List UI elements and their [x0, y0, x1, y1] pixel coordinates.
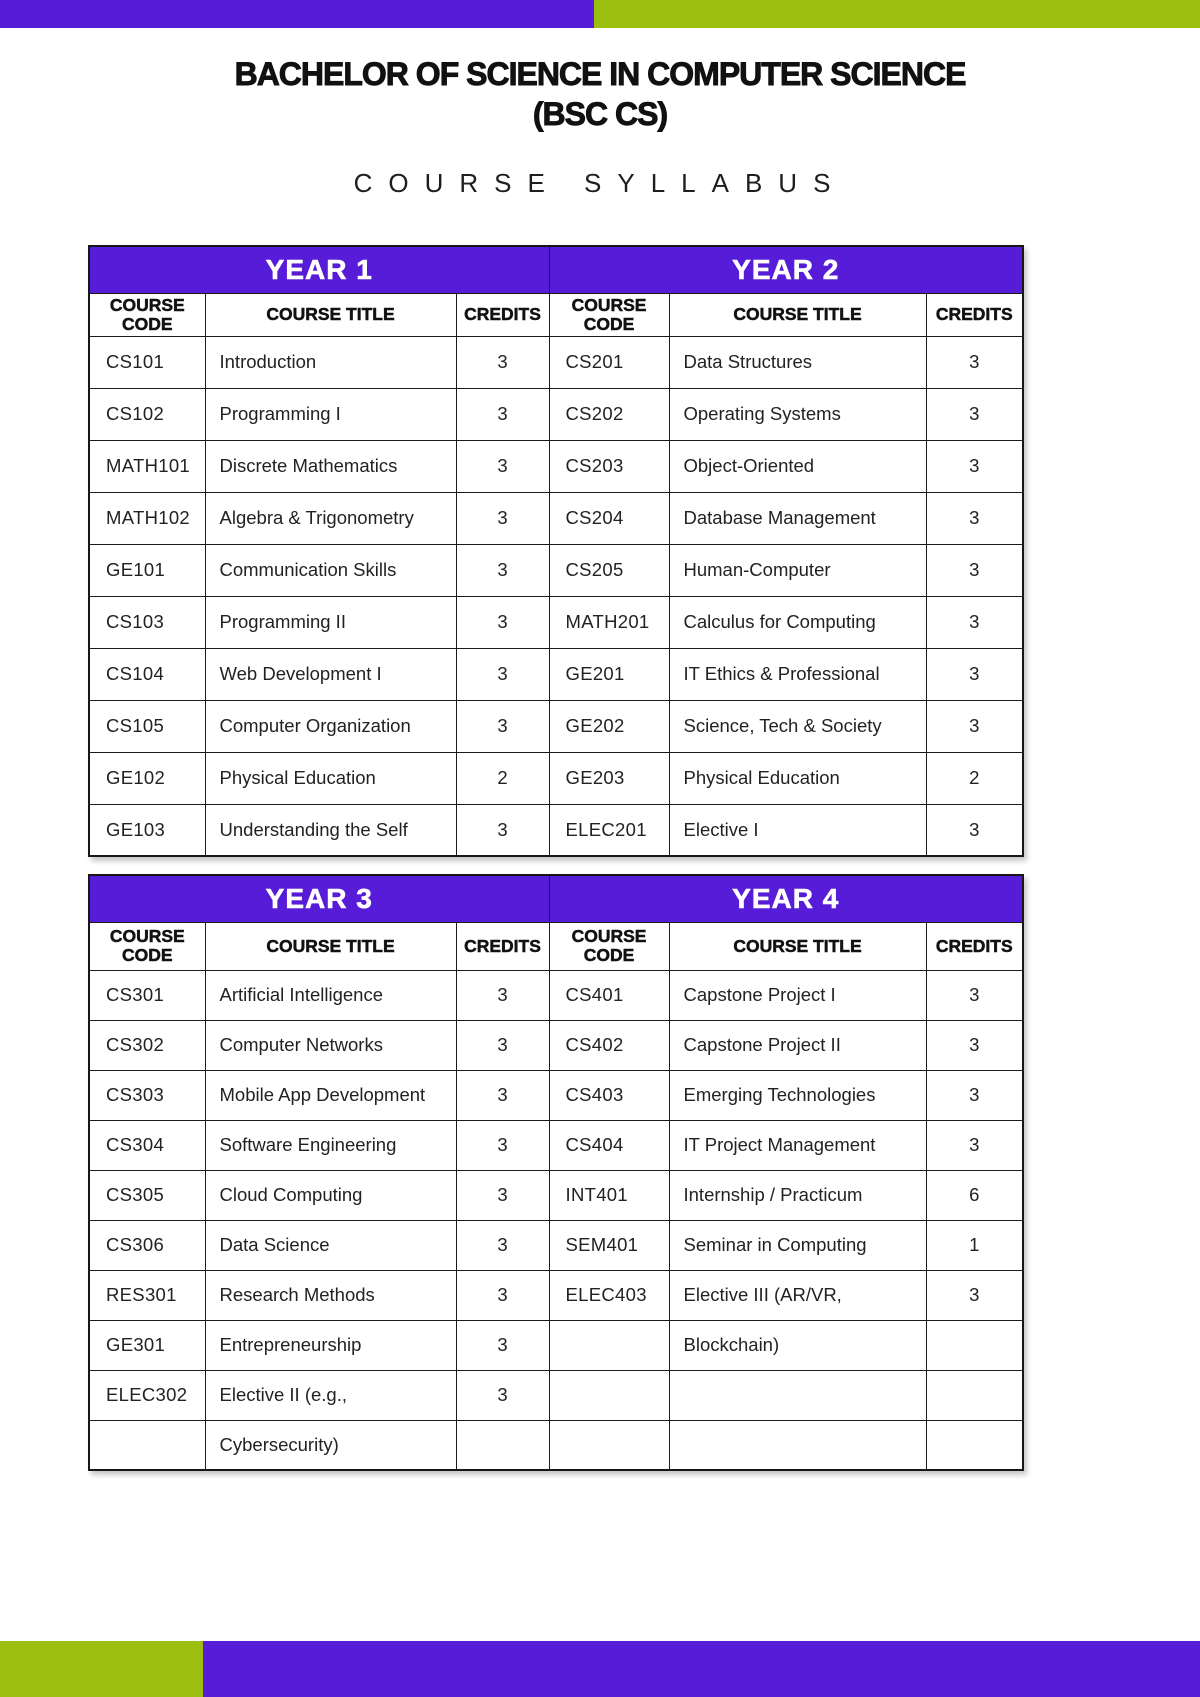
credits-cell: 3 — [926, 544, 1023, 596]
column-header-credits: CREDITS — [926, 922, 1023, 970]
course-code-cell: INT401 — [549, 1170, 669, 1220]
course-title-cell: Discrete Mathematics — [205, 440, 456, 492]
course-code-cell: CS401 — [549, 970, 669, 1020]
course-code-cell: SEM401 — [549, 1220, 669, 1270]
credits-cell: 3 — [926, 1020, 1023, 1070]
course-code-cell: CS205 — [549, 544, 669, 596]
credits-cell — [926, 1370, 1023, 1420]
credits-cell: 3 — [926, 700, 1023, 752]
table-row — [89, 1220, 1023, 1270]
top-bar-purple-segment — [0, 0, 594, 28]
course-title-cell: Seminar in Computing — [669, 1220, 926, 1270]
course-code-cell: CS101 — [89, 336, 205, 388]
credits-cell: 3 — [456, 804, 549, 856]
table-row — [89, 1120, 1023, 1170]
course-code-cell: CS203 — [549, 440, 669, 492]
course-title-cell: Research Methods — [205, 1270, 456, 1320]
credits-cell: 6 — [926, 1170, 1023, 1220]
credits-cell: 2 — [456, 752, 549, 804]
course-code-cell: CS304 — [89, 1120, 205, 1170]
course-title-cell: Mobile App Development — [205, 1070, 456, 1120]
course-title-cell: Artificial Intelligence — [205, 970, 456, 1020]
course-title-cell: Human-Computer — [669, 544, 926, 596]
credits-cell: 3 — [926, 804, 1023, 856]
course-title-cell: Software Engineering — [205, 1120, 456, 1170]
course-code-cell: CS302 — [89, 1020, 205, 1070]
course-code-cell: MATH101 — [89, 440, 205, 492]
course-code-cell: CS403 — [549, 1070, 669, 1120]
course-title-cell: Physical Education — [669, 752, 926, 804]
course-code-cell: CS306 — [89, 1220, 205, 1270]
course-title-cell: Cloud Computing — [205, 1170, 456, 1220]
course-code-cell — [549, 1420, 669, 1470]
course-title-cell: Database Management — [669, 492, 926, 544]
course-title-cell: Elective I — [669, 804, 926, 856]
credits-cell: 3 — [456, 544, 549, 596]
course-code-cell: CS102 — [89, 388, 205, 440]
credits-cell: 3 — [926, 1120, 1023, 1170]
course-code-cell: GE102 — [89, 752, 205, 804]
course-title-cell: Entrepreneurship — [205, 1320, 456, 1370]
year-4-header: YEAR 4 — [549, 875, 1023, 922]
page-title — [0, 54, 1200, 134]
course-title-cell: Emerging Technologies — [669, 1070, 926, 1120]
column-header-credits: CREDITS — [926, 293, 1023, 336]
credits-cell: 3 — [456, 970, 549, 1020]
table-row — [89, 804, 1023, 856]
column-header-course-title: COURSE TITLE — [669, 922, 926, 970]
top-accent-bar — [0, 0, 1200, 28]
course-title-cell — [669, 1370, 926, 1420]
table-row — [89, 544, 1023, 596]
syllabus-table-year-3-4 — [88, 874, 1024, 1471]
credits-cell: 3 — [926, 440, 1023, 492]
course-code-cell: ELEC201 — [549, 804, 669, 856]
credits-cell: 3 — [926, 648, 1023, 700]
column-header-credits: CREDITS — [456, 922, 549, 970]
table-row — [89, 700, 1023, 752]
year-header-row — [89, 246, 1023, 293]
course-title-cell: Communication Skills — [205, 544, 456, 596]
credits-cell: 1 — [926, 1220, 1023, 1270]
course-title-cell: Internship / Practicum — [669, 1170, 926, 1220]
course-title-cell: Programming II — [205, 596, 456, 648]
table-body-year-1-2 — [89, 336, 1023, 856]
course-code-cell: ELEC403 — [549, 1270, 669, 1320]
course-title-cell: Computer Networks — [205, 1020, 456, 1070]
course-code-cell: CS105 — [89, 700, 205, 752]
table-row — [89, 648, 1023, 700]
course-title-cell: Data Science — [205, 1220, 456, 1270]
table-row — [89, 388, 1023, 440]
course-title-cell: Data Structures — [669, 336, 926, 388]
column-header-course-code: COURSE CODE — [549, 922, 669, 970]
course-title-cell: Elective II (e.g., — [205, 1370, 456, 1420]
course-title-cell: Physical Education — [205, 752, 456, 804]
page-subtitle: COURSE SYLLABUS — [353, 168, 847, 198]
credits-cell: 3 — [456, 596, 549, 648]
syllabus-table-year-1-2 — [88, 245, 1024, 857]
course-code-cell: MATH201 — [549, 596, 669, 648]
credits-cell — [926, 1320, 1023, 1370]
credits-cell: 3 — [456, 388, 549, 440]
credits-cell: 3 — [456, 1320, 549, 1370]
course-title-cell: IT Project Management — [669, 1120, 926, 1170]
credits-cell: 3 — [456, 440, 549, 492]
table-row — [89, 596, 1023, 648]
credits-cell: 3 — [456, 1120, 549, 1170]
course-code-cell: GE201 — [549, 648, 669, 700]
credits-cell: 3 — [456, 1020, 549, 1070]
course-title-cell: Blockchain) — [669, 1320, 926, 1370]
credits-cell: 3 — [456, 1270, 549, 1320]
column-header-course-code: COURSE CODE — [89, 293, 205, 336]
table-row — [89, 1270, 1023, 1320]
credits-cell: 3 — [926, 596, 1023, 648]
course-code-cell: RES301 — [89, 1270, 205, 1320]
course-code-cell: CS402 — [549, 1020, 669, 1070]
course-title-cell: Cybersecurity) — [205, 1420, 456, 1470]
course-code-cell: CS404 — [549, 1120, 669, 1170]
course-title-cell: Object-Oriented — [669, 440, 926, 492]
course-code-cell: GE301 — [89, 1320, 205, 1370]
table-row — [89, 970, 1023, 1020]
credits-cell — [926, 1420, 1023, 1470]
title-line-1: BACHELOR OF SCIENCE IN COMPUTER SCIENCE — [234, 56, 966, 92]
table-row — [89, 1320, 1023, 1370]
course-title-cell: Capstone Project I — [669, 970, 926, 1020]
credits-cell: 3 — [456, 336, 549, 388]
column-header-course-code: COURSE CODE — [89, 922, 205, 970]
course-title-cell: Elective III (AR/VR, — [669, 1270, 926, 1320]
course-title-cell: Introduction — [205, 336, 456, 388]
title-line-2: (BSC CS) — [532, 96, 668, 132]
bottom-bar-green-segment — [0, 1641, 203, 1697]
table-row — [89, 1420, 1023, 1470]
course-code-cell: GE203 — [549, 752, 669, 804]
bottom-bar-purple-segment — [203, 1641, 1200, 1697]
course-title-cell: IT Ethics & Professional — [669, 648, 926, 700]
column-header-course-title: COURSE TITLE — [205, 293, 456, 336]
course-title-cell: Understanding the Self — [205, 804, 456, 856]
course-title-cell: Science, Tech & Society — [669, 700, 926, 752]
course-code-cell: CS303 — [89, 1070, 205, 1120]
course-title-cell: Calculus for Computing — [669, 596, 926, 648]
credits-cell: 3 — [456, 1220, 549, 1270]
credits-cell: 3 — [926, 336, 1023, 388]
course-code-cell: GE103 — [89, 804, 205, 856]
course-code-cell: MATH102 — [89, 492, 205, 544]
table-body-year-3-4 — [89, 970, 1023, 1470]
credits-cell: 3 — [926, 970, 1023, 1020]
course-code-cell: CS201 — [549, 336, 669, 388]
course-title-cell: Web Development I — [205, 648, 456, 700]
table-row — [89, 1020, 1023, 1070]
course-title-cell: Operating Systems — [669, 388, 926, 440]
table-row — [89, 1370, 1023, 1420]
credits-cell: 3 — [456, 1370, 549, 1420]
course-code-cell: CS103 — [89, 596, 205, 648]
table-row — [89, 1070, 1023, 1120]
credits-cell — [456, 1420, 549, 1470]
table-row — [89, 440, 1023, 492]
course-code-cell: CS204 — [549, 492, 669, 544]
course-code-cell: GE202 — [549, 700, 669, 752]
credits-cell: 3 — [456, 1170, 549, 1220]
bottom-accent-bar — [0, 1641, 1200, 1697]
credits-cell: 3 — [926, 1270, 1023, 1320]
course-title-cell: Algebra & Trigonometry — [205, 492, 456, 544]
course-title-cell: Computer Organization — [205, 700, 456, 752]
course-code-cell: CS301 — [89, 970, 205, 1020]
credits-cell: 3 — [456, 648, 549, 700]
credits-cell: 3 — [456, 700, 549, 752]
course-code-cell: ELEC302 — [89, 1370, 205, 1420]
course-title-cell: Programming I — [205, 388, 456, 440]
top-bar-green-segment — [594, 0, 1200, 28]
column-header-credits: CREDITS — [456, 293, 549, 336]
column-header-course-title: COURSE TITLE — [669, 293, 926, 336]
credits-cell: 3 — [926, 388, 1023, 440]
course-code-cell: CS305 — [89, 1170, 205, 1220]
credits-cell: 2 — [926, 752, 1023, 804]
table-row — [89, 336, 1023, 388]
year-2-header: YEAR 2 — [549, 246, 1023, 293]
column-header-course-code: COURSE CODE — [549, 293, 669, 336]
year-header-row — [89, 875, 1023, 922]
credits-cell: 3 — [926, 1070, 1023, 1120]
table-row — [89, 492, 1023, 544]
course-code-cell: CS202 — [549, 388, 669, 440]
course-code-cell — [89, 1420, 205, 1470]
column-header-row — [89, 922, 1023, 970]
column-header-row — [89, 293, 1023, 336]
course-title-cell: Capstone Project II — [669, 1020, 926, 1070]
course-title-cell — [669, 1420, 926, 1470]
course-code-cell — [549, 1370, 669, 1420]
table-row — [89, 1170, 1023, 1220]
course-code-cell — [549, 1320, 669, 1370]
table-row — [89, 752, 1023, 804]
year-3-header: YEAR 3 — [89, 875, 549, 922]
credits-cell: 3 — [456, 492, 549, 544]
credits-cell: 3 — [926, 492, 1023, 544]
year-1-header: YEAR 1 — [89, 246, 549, 293]
course-code-cell: CS104 — [89, 648, 205, 700]
credits-cell: 3 — [456, 1070, 549, 1120]
column-header-course-title: COURSE TITLE — [205, 922, 456, 970]
course-code-cell: GE101 — [89, 544, 205, 596]
